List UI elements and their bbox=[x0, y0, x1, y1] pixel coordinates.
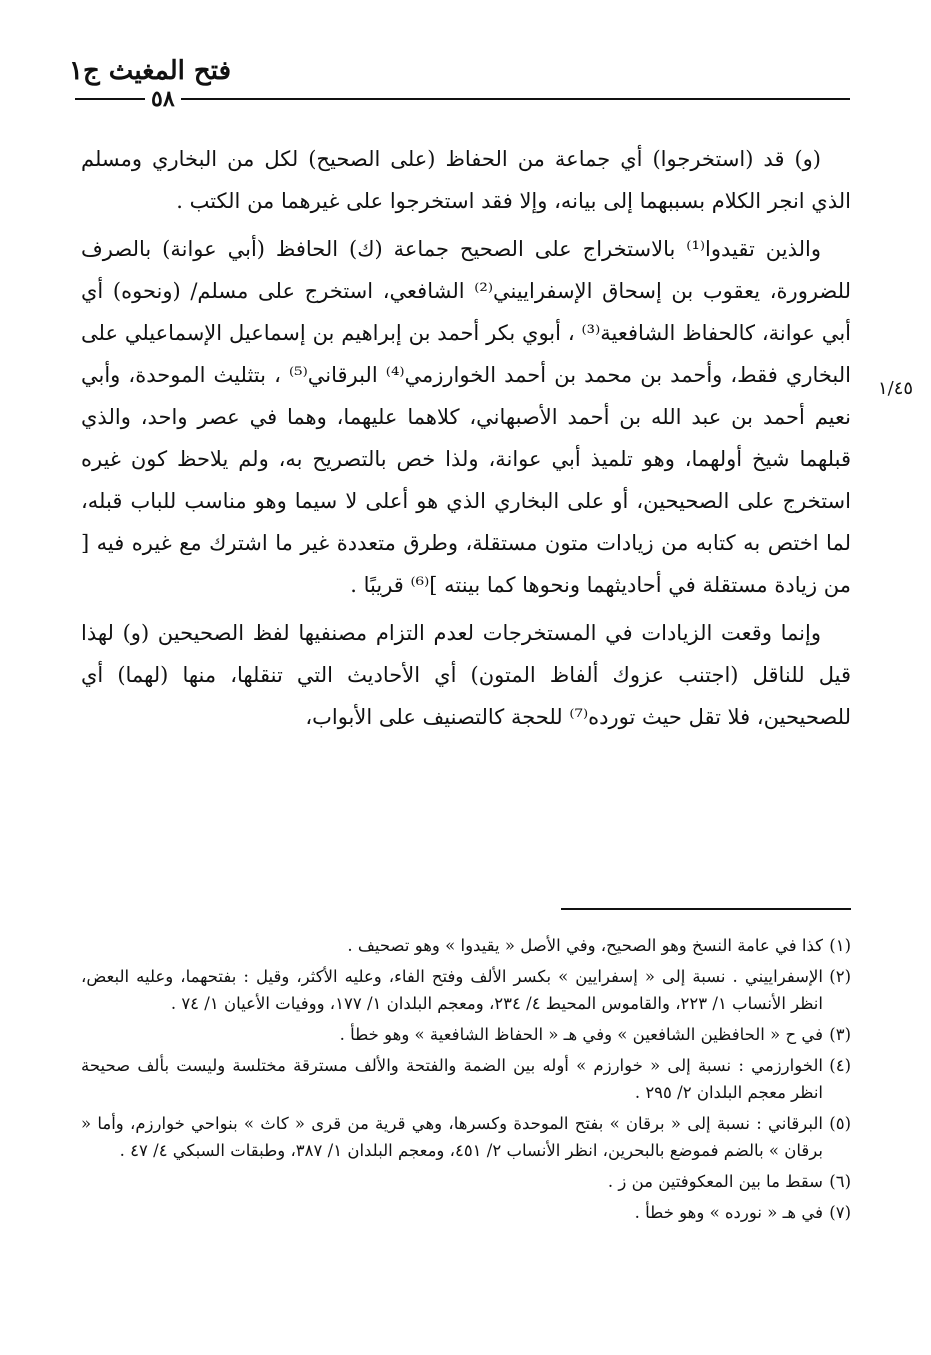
page-number-dash bbox=[85, 98, 145, 100]
footnote-text: الخوارزمي : نسبة إلى « خوارزم » أوله بين الضمة والفتحة والألف مسترقة مختلسة وليست بألف صحيحة انظر معجم البلدان ٢/ ٢٩٥ . bbox=[81, 1056, 823, 1102]
page-number-row bbox=[75, 86, 181, 112]
footnote-number: (٥) bbox=[829, 1114, 851, 1133]
margin-reference: ١/٤٥ bbox=[878, 378, 914, 399]
paragraph: والذين تقيدوا⁽¹⁾ بالاستخراج على الصحيح جماعة (ك) الحافظ (أبي عوانة) بالصرف للضرورة، يعقوب بن إسحاق الإسفراييني⁽²⁾ الشافعي، استخرج على مسلم/ (ونحوه) أي أبي عوانة، كالحفاظ الشافعية⁽³⁾ ، أبوي بكر أحمد بن إبراهيم بن إسماعيل الإسماعيلي على البخاري فقط، وأحمد بن محمد بن أحمد الخوارزمي⁽⁴⁾ البرقاني⁽⁵⁾ ، بتثليث الموحدة، وأبي نعيم أحمد بن عبد الله بن أحمد الأصبهاني، كلاهما عليهما، وهما في عصر واحد، والذي قبلهما شيخ أولهما، وهو تلميذ أبي عوانة، ولذا خص بالتصريح به، ولم يلاحظ كون غيره استخرج على الصحيحين، أو على البخاري الذي هو أعلى لا سيما وهو مناسب للباب قبله، لما اختص به كتابه من زيادات متون مستقلة، وطرق متعددة غير ما اشترك مع غيره فيه [ من زيادة مستقلة في أحاديثهما ونحوها كما بينته ]⁽⁶⁾ قريبًا . bbox=[81, 237, 851, 597]
paragraph: وإنما وقعت الزيادات في المستخرجات لعدم التزام مصنفيها لفظ الصحيحين (و) لهذا قيل للناقل (اجتنب عزوك ألفاظ المتون) أي الأحاديث التي تنقلها، منها (لهما) أي للصحيحين، فلا تقل حيث تورده⁽⁷⁾ للحجة كالتصنيف على الأبواب، bbox=[81, 621, 851, 729]
footnote bbox=[81, 1168, 851, 1195]
footnote bbox=[81, 1052, 851, 1106]
footnote bbox=[81, 1110, 851, 1164]
header-rule bbox=[75, 98, 850, 100]
footnote-text: كذا في عامة النسخ وهو الصحيح، وفي الأصل « يقيدوا » وهو تصحيف . bbox=[347, 936, 823, 955]
footnote-number: (٤) bbox=[829, 1056, 851, 1075]
footnote-number: (٦) bbox=[829, 1172, 851, 1191]
page-number: ٥٨ bbox=[145, 86, 181, 112]
paragraph: (و) قد (استخرجوا) أي جماعة من الحفاظ (على الصحيح) لكل من البخاري ومسلم الذي انجر الكلام بسببهما إلى بيانه، وإلا فقد استخرجوا على غيرهما من الكتب . bbox=[81, 147, 851, 213]
footnote bbox=[81, 963, 851, 1017]
footnote-number: (٣) bbox=[829, 1025, 851, 1044]
main-text bbox=[81, 138, 851, 738]
footnote-separator bbox=[561, 908, 851, 910]
footnote-number: (١) bbox=[829, 936, 851, 955]
footnote-number: (٧) bbox=[829, 1203, 851, 1222]
footnotes bbox=[81, 932, 851, 1230]
footnote bbox=[81, 1199, 851, 1226]
footnote bbox=[81, 1021, 851, 1048]
footnote-text: في ح « الحافظين الشافعين » وفي هـ « الحفاظ الشافعية » وهو خطأ . bbox=[339, 1025, 823, 1044]
footnote-text: سقط ما بين المعكوفتين من ز . bbox=[607, 1172, 823, 1191]
footnote bbox=[81, 932, 851, 959]
footnote-text: في هـ « نورده » وهو خطأ . bbox=[634, 1203, 823, 1222]
footnote-text: الإسفراييني . نسبة إلى « إسفرايين » بكسر الألف وفتح الفاء، وعليه الأكثر، وقيل : بفتحهما، وعليه البعض، انظر الأنساب ١/ ٢٢٣، والقاموس المحيط ٤/ ٢٣٤، ومعجم البلدان ١/ ١٧٧، ووفيات الأعيان ١/ ٧٤ . bbox=[81, 967, 823, 1013]
footnote-text: البرقاني : نسبة إلى « برقان » بفتح الموحدة وكسرها، وهي قرية من قرى « كاث » بنواحي خوارزم، وأما « برقان » بالضم فموضع بالبحرين، انظر الأنساب ٢/ ٤٥١، ومعجم البلدان ١/ ٣٨٧، وطبقات السبكي ٤/ ٤٧ . bbox=[81, 1114, 823, 1160]
footnote-number: (٢) bbox=[829, 967, 851, 986]
running-title: فتح المغيث ج١ bbox=[68, 56, 231, 86]
